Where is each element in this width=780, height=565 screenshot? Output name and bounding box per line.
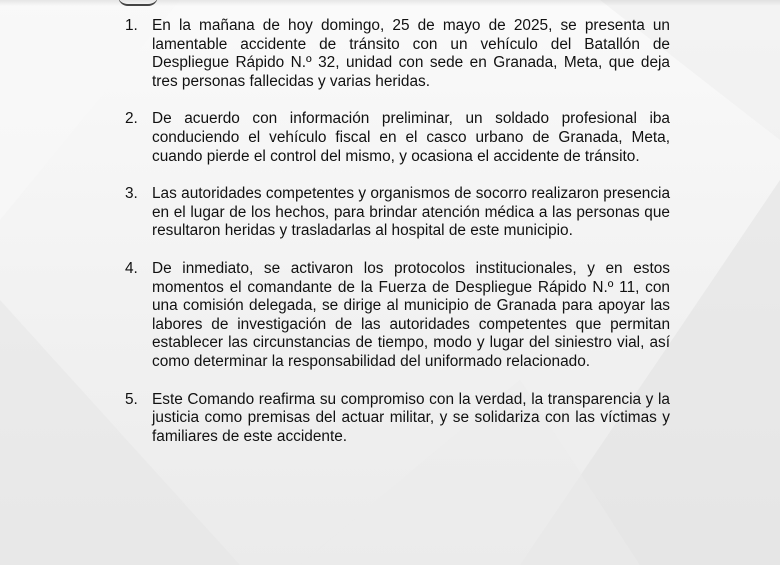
- list-item-number: 1.: [125, 17, 138, 34]
- list-item: [125, 110, 670, 166]
- list-item-number: 4.: [125, 259, 138, 277]
- list-item-number: 3.: [125, 185, 138, 203]
- list-item-text: De inmediato, se activaron los protocolos institucionales, y en estos momentos el comandante de la Fuerza de Despliegue Rápido N.º 11, con una comisión delegada, se dirige al municipio de Granada para apoyar las labores de investigación de las autoridades competentes que permitan establecer las circunstancias de tiempo, modo y lugar del siniestro vial, así como determinar la responsabilidad del uniformado relacionado.: [152, 259, 670, 370]
- list-item: [125, 17, 670, 91]
- list-item-text: Este Comando reafirma su compromiso con la verdad, la transparencia y la justicia como premisas del actuar militar, y se solidariza con las víctimas y familiares de este accidente.: [152, 390, 670, 445]
- list-item: [125, 391, 670, 447]
- list-item-text: En la mañana de hoy domingo, 25 de mayo de 2025, se presenta un lamentable accidente de tránsito con un vehículo del Batallón de Despliegue Rápido N.º 32, unidad con sede en Granada, Meta, que deja tres personas fallecidas y varias heridas.: [152, 17, 670, 90]
- list-item-number: 5.: [125, 390, 138, 408]
- list-item: [125, 260, 670, 372]
- top-cut-glyph: [118, 0, 158, 6]
- list-item-text: De acuerdo con información preliminar, un soldado profesional iba conduciendo el vehículo fiscal en el casco urbano de Granada, Meta, cuando pierde el control del mismo, y ocasiona el accidente de tránsito.: [152, 110, 670, 165]
- list-item-text: Las autoridades competentes y organismos de socorro realizaron presencia en el lugar de los hechos, para brindar atención médica a las personas que resultaron heridas y trasladarlas al hospital de este municipio.: [152, 185, 670, 240]
- top-edge-shadow: [0, 0, 780, 6]
- list-item: [125, 185, 670, 241]
- list-item-number: 2.: [125, 110, 138, 128]
- statement-list: [125, 17, 670, 465]
